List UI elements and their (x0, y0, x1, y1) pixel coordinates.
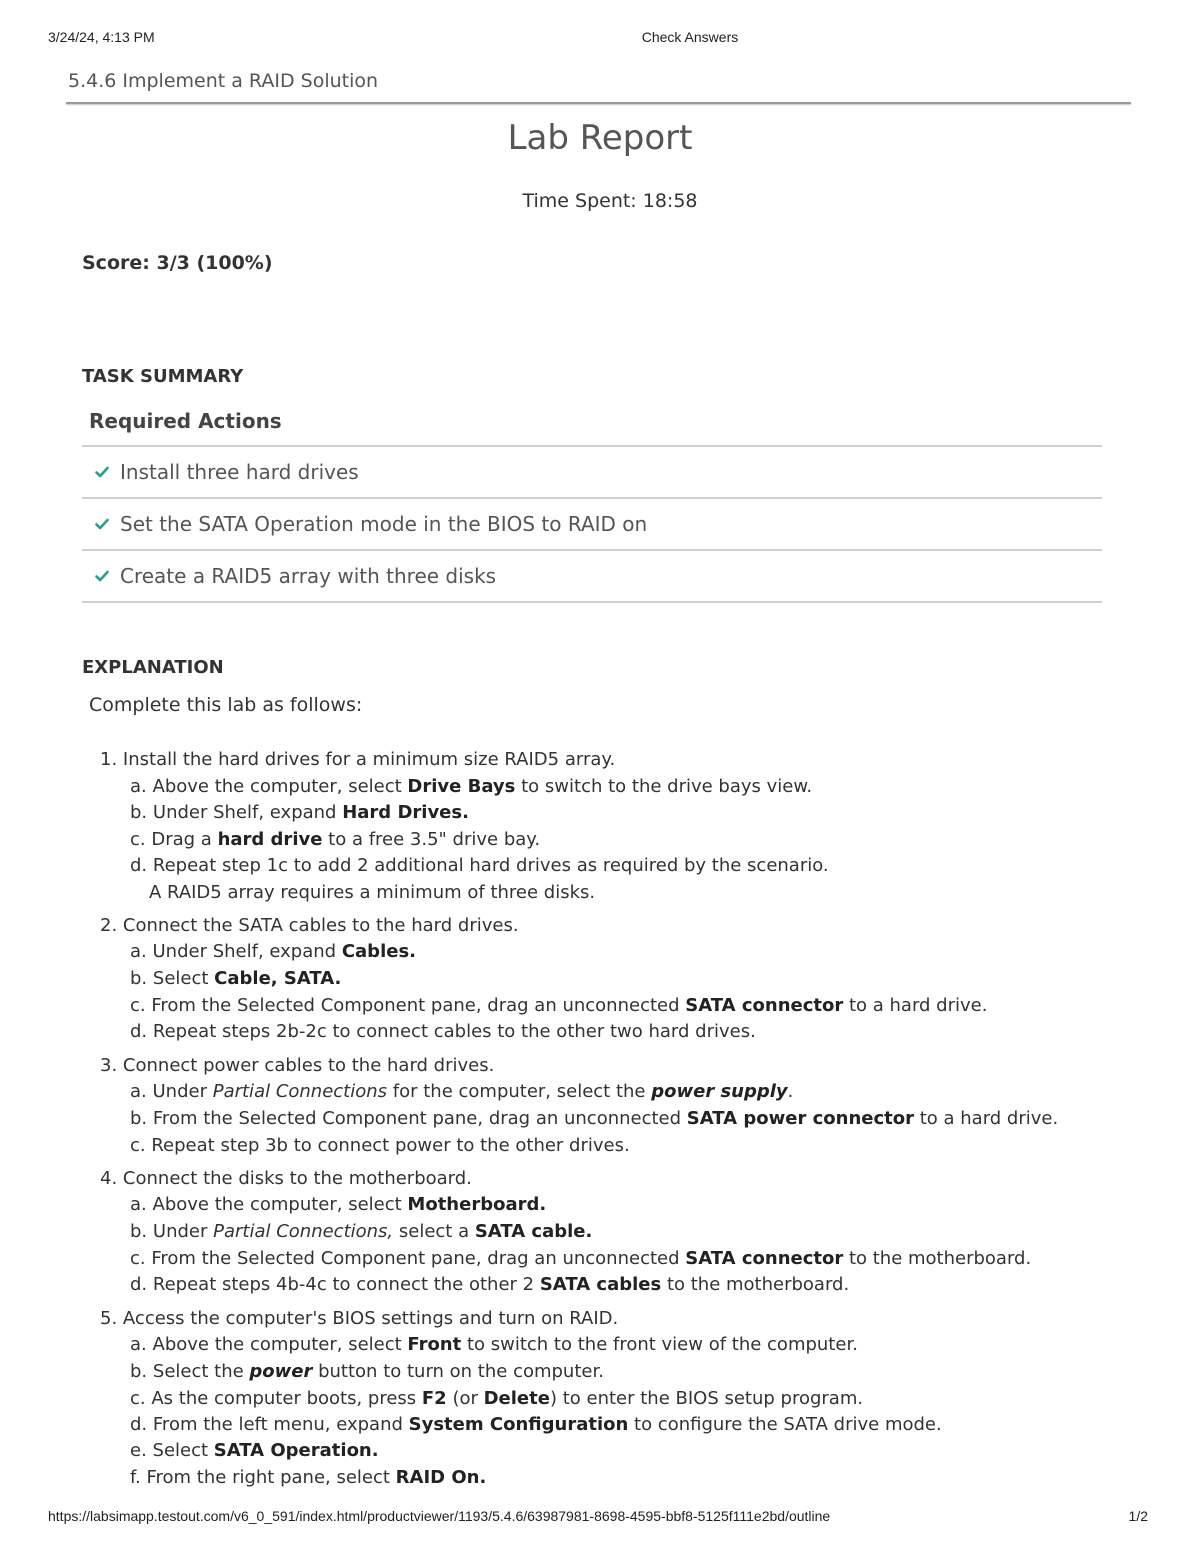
action-item (82, 447, 1102, 499)
step-4d: d. Repeat steps 4b-4c to connect the other 2 SATA cables to the motherboard. (130, 1274, 850, 1295)
step-5d: d. From the left menu, expand System Configuration to configure the SATA drive mode. (130, 1414, 942, 1435)
title-divider (66, 102, 1131, 104)
step-4c: c. From the Selected Component pane, drag an unconnected SATA connector to the motherboard. (130, 1248, 1032, 1269)
action-text: Create a RAID5 array with three disks (120, 564, 497, 588)
action-item (82, 551, 1102, 603)
step-1c: c. Drag a hard drive to a free 3.5" drive bay. (130, 829, 541, 850)
step-1: 1. Install the hard drives for a minimum size RAID5 array. (100, 749, 616, 770)
step-5f: f. From the right pane, select RAID On. (130, 1467, 487, 1488)
check-icon (95, 465, 109, 479)
step-3a: a. Under Partial Connections for the computer, select the power supply. (130, 1081, 794, 1102)
step-5: 5. Access the computer's BIOS settings and turn on RAID. (100, 1308, 619, 1329)
step-5e: e. Select SATA Operation. (130, 1440, 379, 1461)
task-summary-label: TASK SUMMARY (82, 366, 244, 387)
step-5b: b. Select the power button to turn on the computer. (130, 1361, 604, 1382)
explanation-intro: Complete this lab as follows: (89, 694, 363, 716)
step-1d: d. Repeat step 1c to add 2 additional hard drives as required by the scenario. (130, 855, 829, 876)
action-text: Install three hard drives (120, 460, 359, 484)
action-item (82, 499, 1102, 551)
step-1b: b. Under Shelf, expand Hard Drives. (130, 802, 469, 823)
step-2b: b. Select Cable, SATA. (130, 968, 342, 989)
step-3c: c. Repeat step 3b to connect power to the other drives. (130, 1135, 630, 1156)
time-spent: Time Spent: 18:58 (522, 190, 698, 212)
step-1-note: A RAID5 array requires a minimum of three disks. (149, 882, 596, 903)
print-url: https://labsimapp.testout.com/v6_0_591/index.html/productviewer/1193/5.4.6/63987981-8698-4595-bbf8-5125f111e2bd/outline (48, 1508, 831, 1524)
step-3b: b. From the Selected Component pane, drag an unconnected SATA power connector to a hard drive. (130, 1108, 1059, 1129)
print-doc-title: Check Answers (641, 29, 739, 45)
step-2: 2. Connect the SATA cables to the hard drives. (100, 915, 519, 936)
step-2d: d. Repeat steps 2b-2c to connect cables to the other two hard drives. (130, 1021, 756, 1042)
print-datetime: 3/24/24, 4:13 PM (48, 29, 155, 45)
lab-title: 5.4.6 Implement a RAID Solution (68, 70, 379, 92)
step-3: 3. Connect power cables to the hard drives. (100, 1055, 495, 1076)
step-4a: a. Above the computer, select Motherboard. (130, 1194, 547, 1215)
explanation-label: EXPLANATION (82, 657, 224, 678)
step-4: 4. Connect the disks to the motherboard. (100, 1168, 472, 1189)
check-icon (95, 517, 109, 531)
step-4b: b. Under Partial Connections, select a SATA cable. (130, 1221, 593, 1242)
report-heading: Lab Report (507, 118, 693, 158)
print-page-number: 1/2 (1128, 1508, 1148, 1524)
step-1a: a. Above the computer, select Drive Bays to switch to the drive bays view. (130, 776, 813, 797)
required-actions-list (82, 445, 1102, 603)
step-2c: c. From the Selected Component pane, drag an unconnected SATA connector to a hard drive. (130, 995, 988, 1016)
required-actions-header: Required Actions (89, 409, 282, 433)
step-5c: c. As the computer boots, press F2 (or Delete) to enter the BIOS setup program. (130, 1388, 864, 1409)
check-icon (95, 569, 109, 583)
action-text: Set the SATA Operation mode in the BIOS to RAID on (120, 512, 648, 536)
step-2a: a. Under Shelf, expand Cables. (130, 941, 416, 962)
step-5a: a. Above the computer, select Front to switch to the front view of the computer. (130, 1334, 858, 1355)
score: Score: 3/3 (100%) (82, 252, 273, 274)
